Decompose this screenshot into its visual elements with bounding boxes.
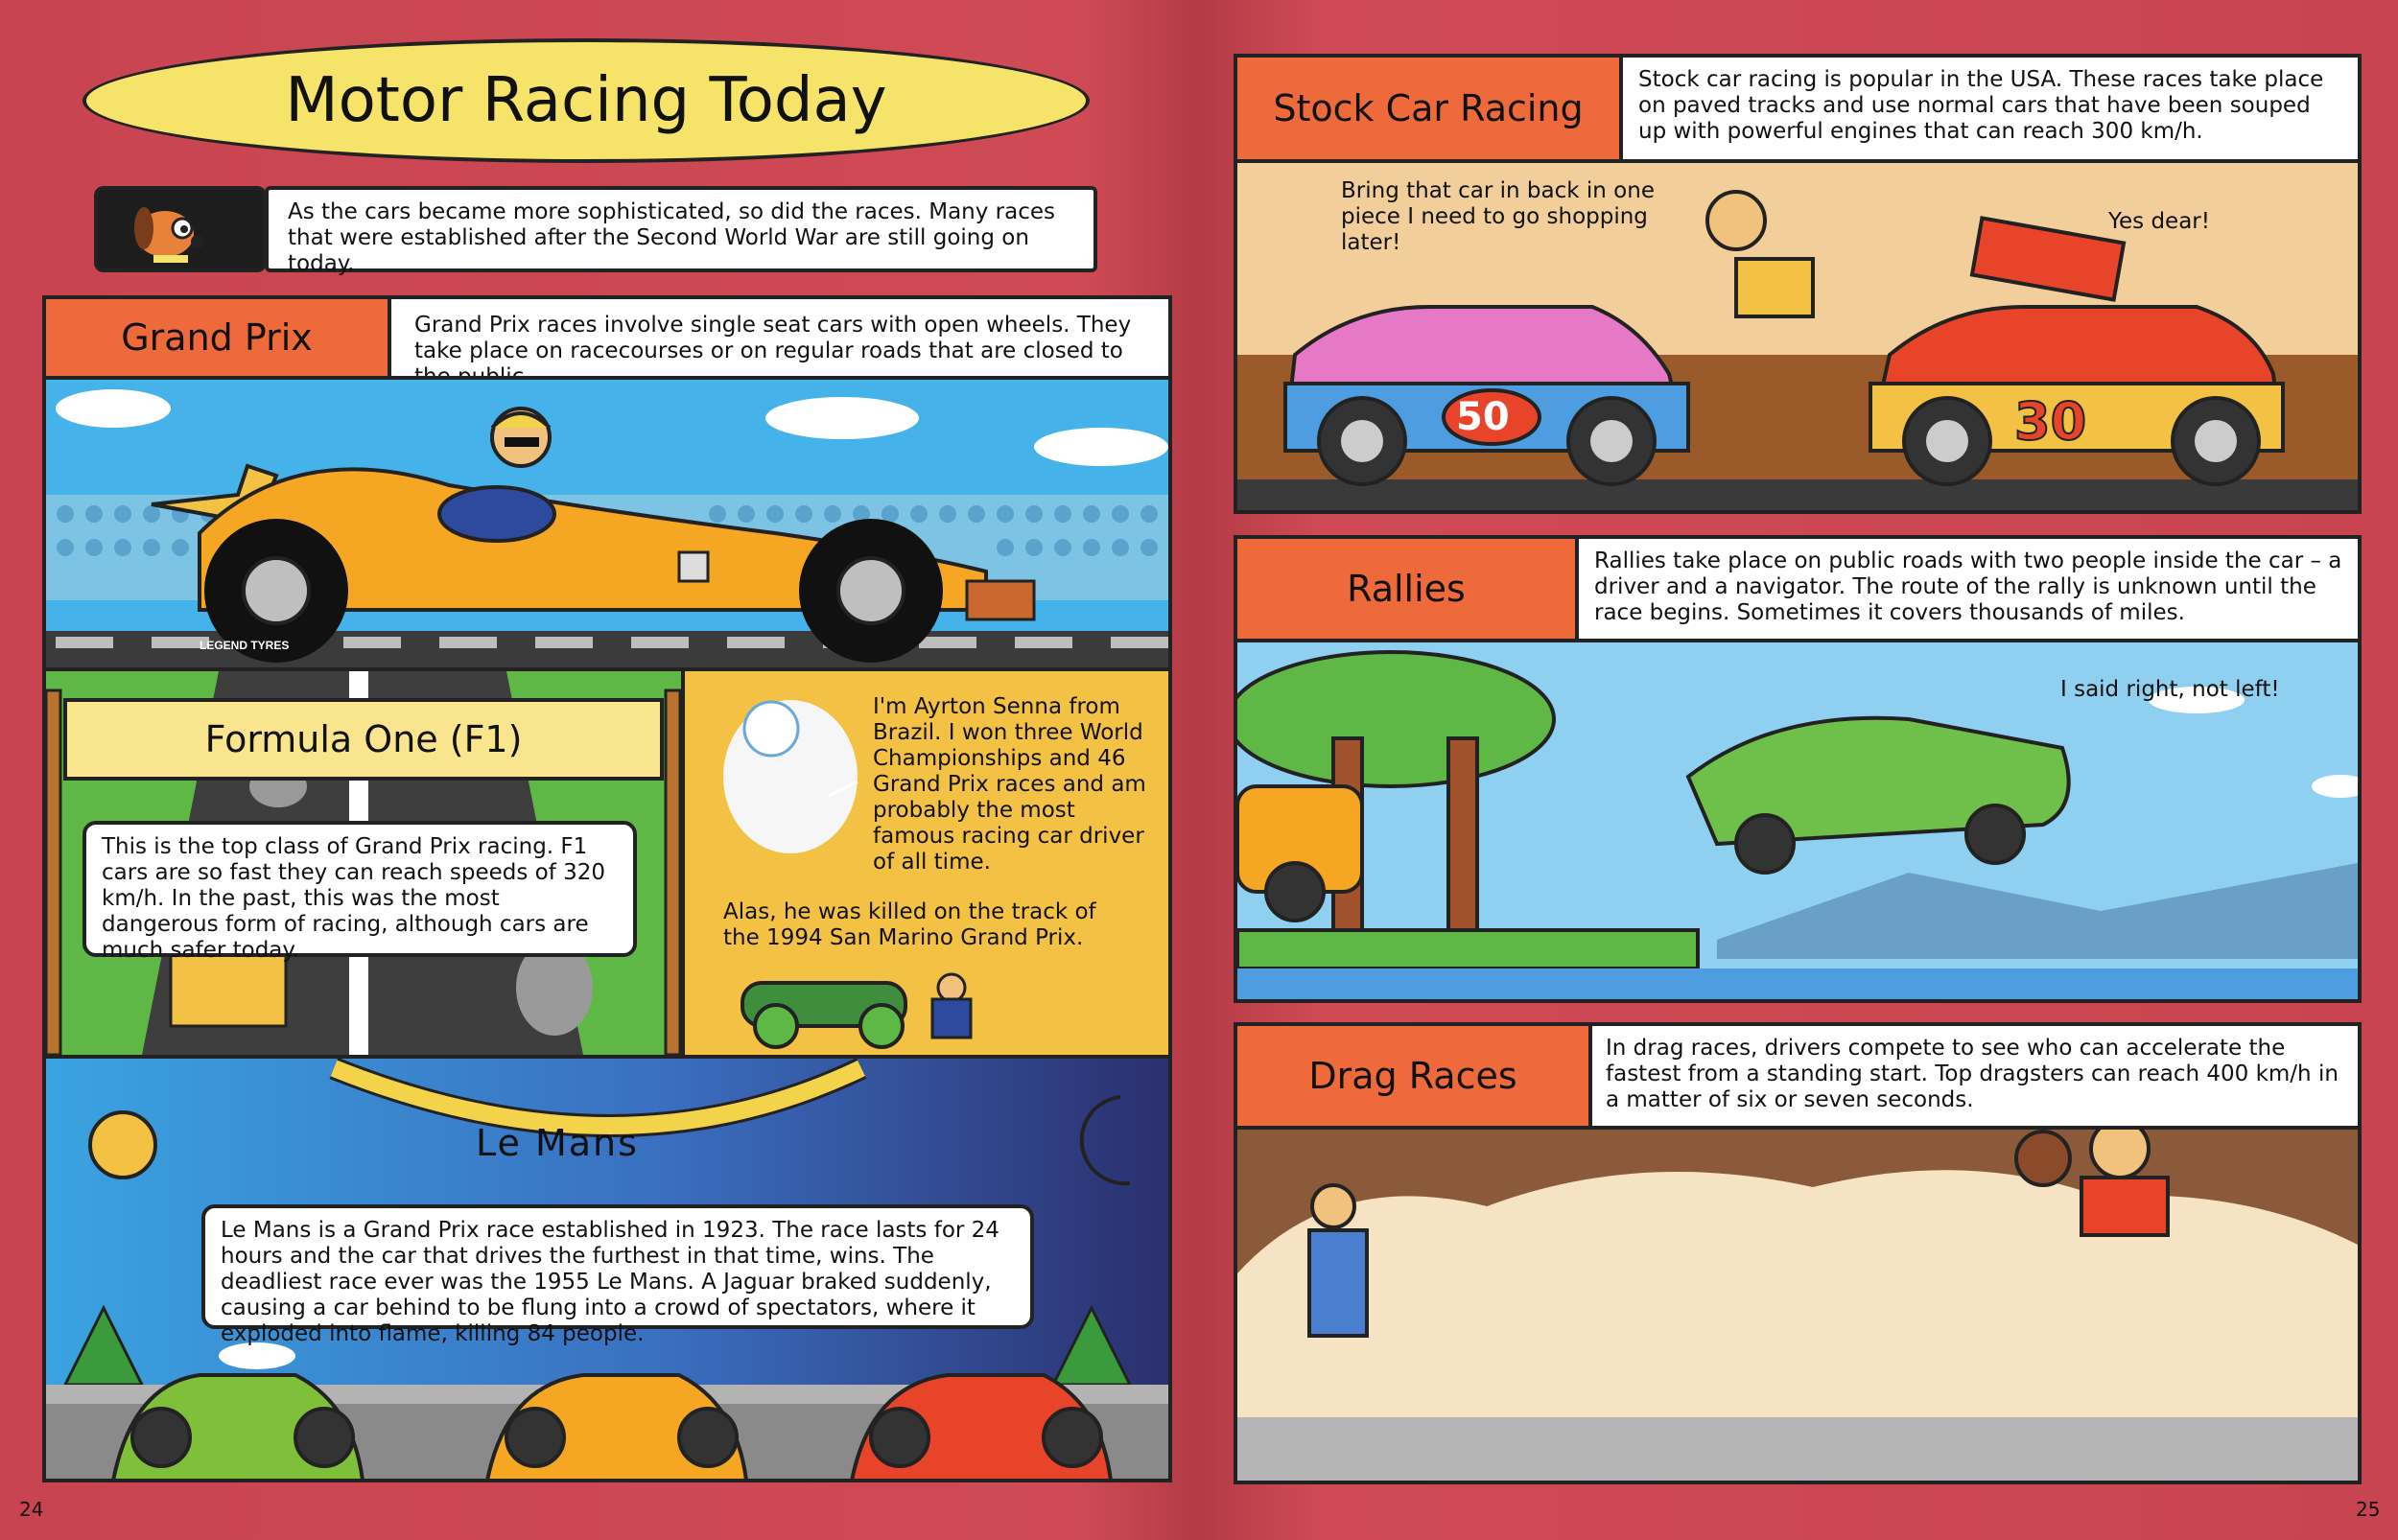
- grand-prix-text: Grand Prix races involve single seat cars with open wheels. They take place on racecourses or on regular roads that are closed to: [388, 295, 1172, 380]
- formula-one-text: This is the top class of Grand Prix racing. F1 cars are so fast they can reach speeds of 320 km/h. In the past, this was the most dangerous form of racing, although cars are much safer today.: [82, 821, 637, 957]
- grand-prix-illustration: [46, 380, 1168, 667]
- page-title: Motor Racing Today: [285, 65, 887, 136]
- senna-note: Alas, he was killed on the track of the 1994 San Marino Grand Prix.: [723, 899, 1096, 950]
- page-number-right: 25: [2356, 1498, 2381, 1521]
- page-number-left: 24: [19, 1498, 44, 1521]
- car1-number: 50: [1456, 395, 1510, 439]
- stock-car-speech-1: Bring that car in back in one piece I need to go shopping later!: [1341, 178, 1655, 255]
- formula-one-heading: Formula One (F1): [204, 718, 523, 760]
- intro-box: As the cars became more sophisticated, so did the races. Many races that were established after the Second World War are still going on today.: [265, 186, 1097, 272]
- title-oval: [82, 38, 1090, 163]
- stock-car-speech-2: Yes dear!: [2108, 209, 2210, 234]
- grand-prix-heading: Grand Prix: [42, 295, 391, 380]
- rallies-text: Rallies take place on public roads with two people inside the car – a driver and a navigator. The route of the rally is unknown until the race begins. Sometimes it covers thousands of miles.: [1575, 535, 2362, 642]
- dog-icon: [98, 190, 263, 268]
- drag-text: In drag races, drivers compete to see who can accelerate the fastest from a standing start. Top dragsters can reach 400 km/h in a matter of six or seven seconds.: [1588, 1022, 2362, 1130]
- tyre-text: LEGEND TYRES: [200, 639, 290, 652]
- formula-one-banner: [63, 698, 664, 781]
- drag-scene: [1234, 1126, 2362, 1484]
- rallies-speech: I said right, not left!: [2060, 677, 2280, 702]
- le-mans-text: Le Mans is a Grand Prix race established in 1923. The race lasts for 24 hours and the car that drives the furthest in that time, wins. The deadliest race ever was the 1955 Le Mans. A Jaguar braked suddenly, causing a car behind to be flung into a crowd of spectators, where it exploded into flame, killing 84 people.: [201, 1204, 1034, 1329]
- drag-heading: Drag Races: [1234, 1022, 1592, 1130]
- drag-illustration: [1237, 1130, 2358, 1481]
- stock-car-text: Stock car racing is popular in the USA. These races take place on paved tracks and use normal cars that have been souped up with powerful engines that can reach 300 km/h.: [1619, 54, 2362, 163]
- senna-quote: I'm Ayrton Senna from Brazil. I won three World Championships and 46 Grand Prix races and am probably the most famous racing car driver of all time.: [873, 694, 1146, 875]
- stock-car-heading: Stock Car Racing: [1234, 54, 1623, 163]
- car2-number: 30: [2014, 391, 2087, 452]
- dog-avatar: [94, 186, 267, 272]
- grand-prix-scene: [42, 376, 1172, 671]
- rallies-heading: Rallies: [1234, 535, 1579, 642]
- le-mans-heading: Le Mans: [476, 1122, 639, 1164]
